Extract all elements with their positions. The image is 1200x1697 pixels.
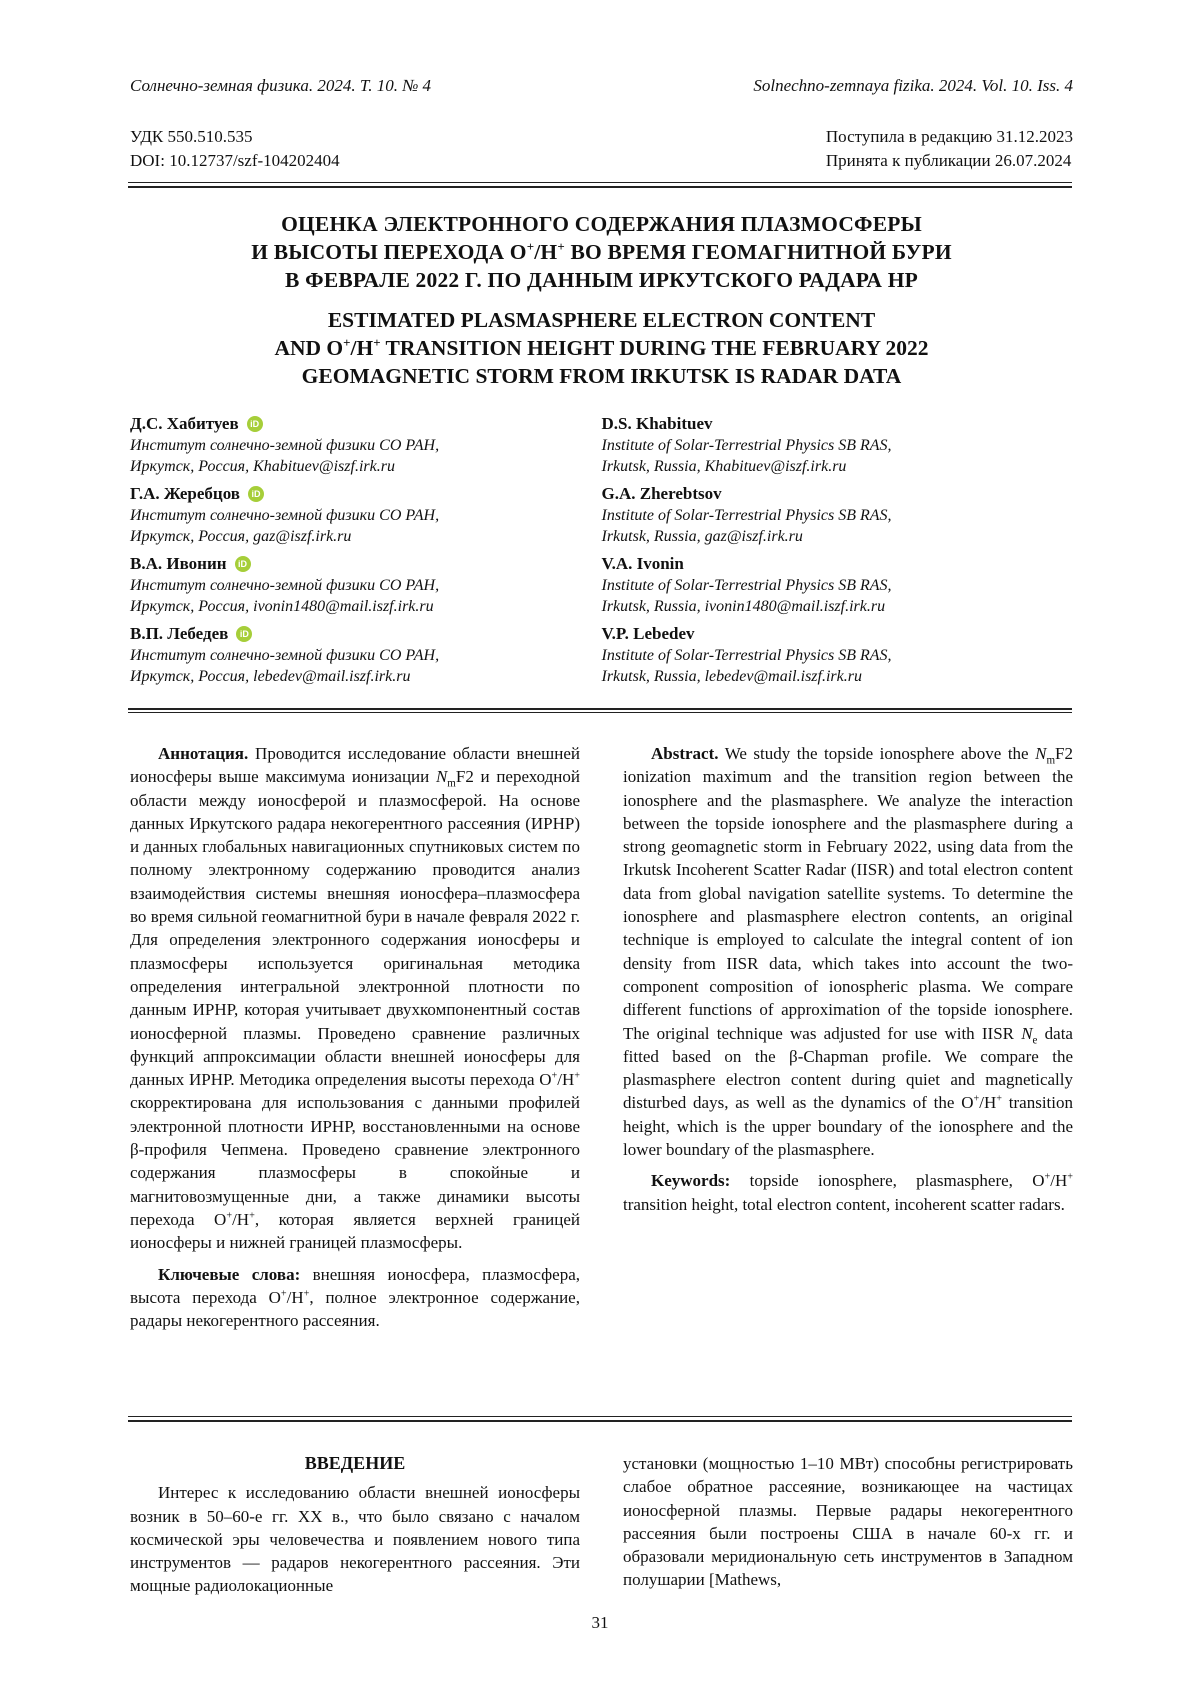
divider [128,1416,1072,1417]
author-name: Г.А. Жеребцов iD [130,483,602,505]
authors-block [130,413,1073,693]
intro-paragraph-cont: установки (мощностью 1–10 МВт) способны регистрировать слабое обратное рассеяние, возникающее на частицах ионосферной плазмы. Первые радары некогерентного рассеяния были построены США в начале 60-х гг. и образовали меридиональную сеть инструментов в Западном полушарии [Mathews, [623,1454,1073,1590]
intro-right [623,1452,1073,1598]
authors-ru [130,413,602,693]
received-date: Поступила в редакцию 31.12.2023 [825,127,1073,146]
author-entry [130,483,602,547]
intro-paragraph: Интерес к исследованию области внешней ионосферы возник в 50–60-е гг. XX в., что было связано с началом космической эры человечества и появлением нового типа инструментов — радаров некогерентного рассеяния. Эти мощные радиолокационные [130,1483,580,1596]
author-location-email: Иркутск, Россия, gaz@iszf.irk.ru [130,528,352,545]
orcid-icon[interactable]: iD [247,416,263,432]
title-ru [130,210,1073,294]
author-name: В.А. Ивонин iD [130,553,602,575]
orcid-icon[interactable]: iD [248,486,264,502]
author-name: V.A. Ivonin [601,554,684,573]
divider [128,186,1072,188]
author-location-email: Иркутск, Россия, Khabituev@iszf.irk.ru [130,458,395,475]
accepted-date: Принята к публикации 26.07.2024 [825,151,1072,170]
journal-ru: Солнечно-земная физика. 2024. Т. 10. № 4 [130,76,431,95]
divider [128,182,1072,183]
running-header [130,76,1073,96]
author-name: В.П. Лебедев iD [130,623,602,645]
abstract-ru-text: Аннотация. Проводится исследование области внешней ионосферы выше максимума ионизации $N_mF2$ и переходной области между ионосферой и плазмосферой. На основе данных Иркутского радара некогерентного рассеяния (ИРНР) и данных глобальных навигационных спутниковых систем по полному электронному содержанию проводится анализ взаимодействия системы внешняя ионосфера–плазмосфера во время сильной геомагнитной бури в начале февраля 2022 г. Для определения электронного содержания ионосферы и плазмосферы используется оригинальная методика определения интегральной электронной плотности по данным ИРНР, которая учитывает двухкомпонентный состав ионосферной плазмы. Проведено сравнение различных функций аппроксимации области внешней ионосферы для данных ИРНР. Методика определения высоты перехода O+/H+ скорректирована для использования с данными профилей электронной плотности ИРНР, восстановленными на основе β-профиля Чепмена. Проведено сравнение электронного содержания плазмосферы в спокойные и магнитовозмущенные дни, а также динамики высоты перехода O+/H+, которая является верхней границей ионосферы и нижней границей плазмосферы. [130,744,581,1253]
author-entry [130,623,602,687]
divider [128,708,1072,710]
abstract-en [623,742,1073,1332]
authors-en [602,413,1074,693]
title-ru-line1: ОЦЕНКА ЭЛЕКТРОННОГО СОДЕРЖАНИЯ ПЛАЗМОСФЕРЫ [281,212,922,236]
author-entry [602,413,1074,477]
author-entry [602,483,1074,547]
author-location-email: Irkutsk, Russia, gaz@iszf.irk.ru [601,528,803,545]
abstract-en-text: Abstract. We study the topside ionosphere above the $N_mF2$ ionization maximum and the transition region between the ionosphere and the plasmasphere. We analyze the interaction between the topside ionosphere and the plasmasphere during a strong geomagnetic storm in February 2022, using data from the Irkutsk Incoherent Scatter Radar (IISR) and total electron content data from global navigation satellite systems. To determine the ionosphere and plasmasphere electron contents, an original technique is employed to calculate the integral content of ion density from IISR data, which takes into account the two-component composition of ionospheric plasma. We compare different functions of approximation of the topside ionosphere. The original technique was adjusted for use with IISR $N_e$ data fitted based on the β-Chapman profile. We compare the plasmasphere electron content during quiet and magnetically disturbed days, as well as the dynamics of the O+/H+ transition height, which is the upper boundary of the ionosphere and the lower boundary of the plasmasphere. [623,744,1074,1160]
author-name: V.P. Lebedev [601,624,695,643]
page-number: 31 [591,1613,609,1632]
meta-right [826,125,1073,173]
author-name: Д.С. Хабитуев iD [130,413,602,435]
author-name: D.S. Khabituev [601,414,713,433]
author-location-email: Irkutsk, Russia, Khabituev@iszf.irk.ru [601,458,847,475]
divider [128,1420,1072,1422]
udk: УДК 550.510.535 [130,127,253,146]
author-location-email: Иркутск, Россия, lebedev@mail.iszf.irk.ru [130,668,411,685]
author-name: G.A. Zherebtsov [601,484,722,503]
author-entry [602,553,1074,617]
introduction [130,1452,1073,1598]
title-ru-line3: В ФЕВРАЛЕ 2022 Г. ПО ДАННЫМ ИРКУТСКОГО РАДАРА НР [285,268,918,292]
meta-left [130,125,340,173]
abstract-ru [130,742,580,1332]
orcid-icon[interactable]: iD [236,626,252,642]
orcid-icon[interactable]: iD [235,556,251,572]
keywords-ru: Ключевые слова: внешняя ионосфера, плазмосфера, высота перехода O+/H+, полное электронное содержание, радары некогерентного рассеяния. [130,1264,580,1331]
intro-heading: ВВЕДЕНИЕ [304,1453,406,1473]
title-en [130,306,1073,390]
article-meta [130,125,1073,173]
author-affiliation: Институт солнечно-земной физики СО РАН, [130,437,440,454]
keywords-en: Keywords: topside ionosphere, plasmasphere, O+/H+ transition height, total electron content, incoherent scatter radars. [623,1171,1073,1214]
author-entry [130,553,602,617]
author-affiliation: Институт солнечно-земной физики СО РАН, [130,647,440,664]
intro-left [130,1452,580,1598]
author-entry [130,413,602,477]
title-en-line3: GEOMAGNETIC STORM FROM IRKUTSK IS RADAR DATA [301,364,902,388]
author-location-email: Иркутск, Россия, ivonin1480@mail.iszf.irk.ru [130,598,434,615]
doi: DOI: 10.12737/szf-104202404 [130,151,340,170]
author-affiliation: Институт солнечно-земной физики СО РАН, [130,507,440,524]
journal-en: Solnechno-zemnaya fizika. 2024. Vol. 10. Iss. 4 [753,76,1073,95]
author-affiliation: Institute of Solar-Terrestrial Physics SB RAS, [601,577,892,594]
title-ru-line2: И ВЫСОТЫ ПЕРЕХОДА O+/H+ ВО ВРЕМЯ ГЕОМАГНИТНОЙ БУРИ [251,239,952,264]
author-location-email: Irkutsk, Russia, lebedev@mail.iszf.irk.ru [601,668,862,685]
author-affiliation: Институт солнечно-земной физики СО РАН, [130,577,440,594]
title-en-line2: AND O+/H+ TRANSITION HEIGHT DURING THE FEBRUARY 2022 [274,335,929,360]
author-affiliation: Institute of Solar-Terrestrial Physics SB RAS, [601,437,892,454]
author-entry [602,623,1074,687]
author-affiliation: Institute of Solar-Terrestrial Physics SB RAS, [601,507,892,524]
title-en-line1: ESTIMATED PLASMASPHERE ELECTRON CONTENT [327,308,876,332]
divider [128,712,1072,713]
author-affiliation: Institute of Solar-Terrestrial Physics SB RAS, [601,647,892,664]
titles [130,210,1073,390]
author-location-email: Irkutsk, Russia, ivonin1480@mail.iszf.irk.ru [601,598,886,615]
abstracts [130,742,1073,1332]
